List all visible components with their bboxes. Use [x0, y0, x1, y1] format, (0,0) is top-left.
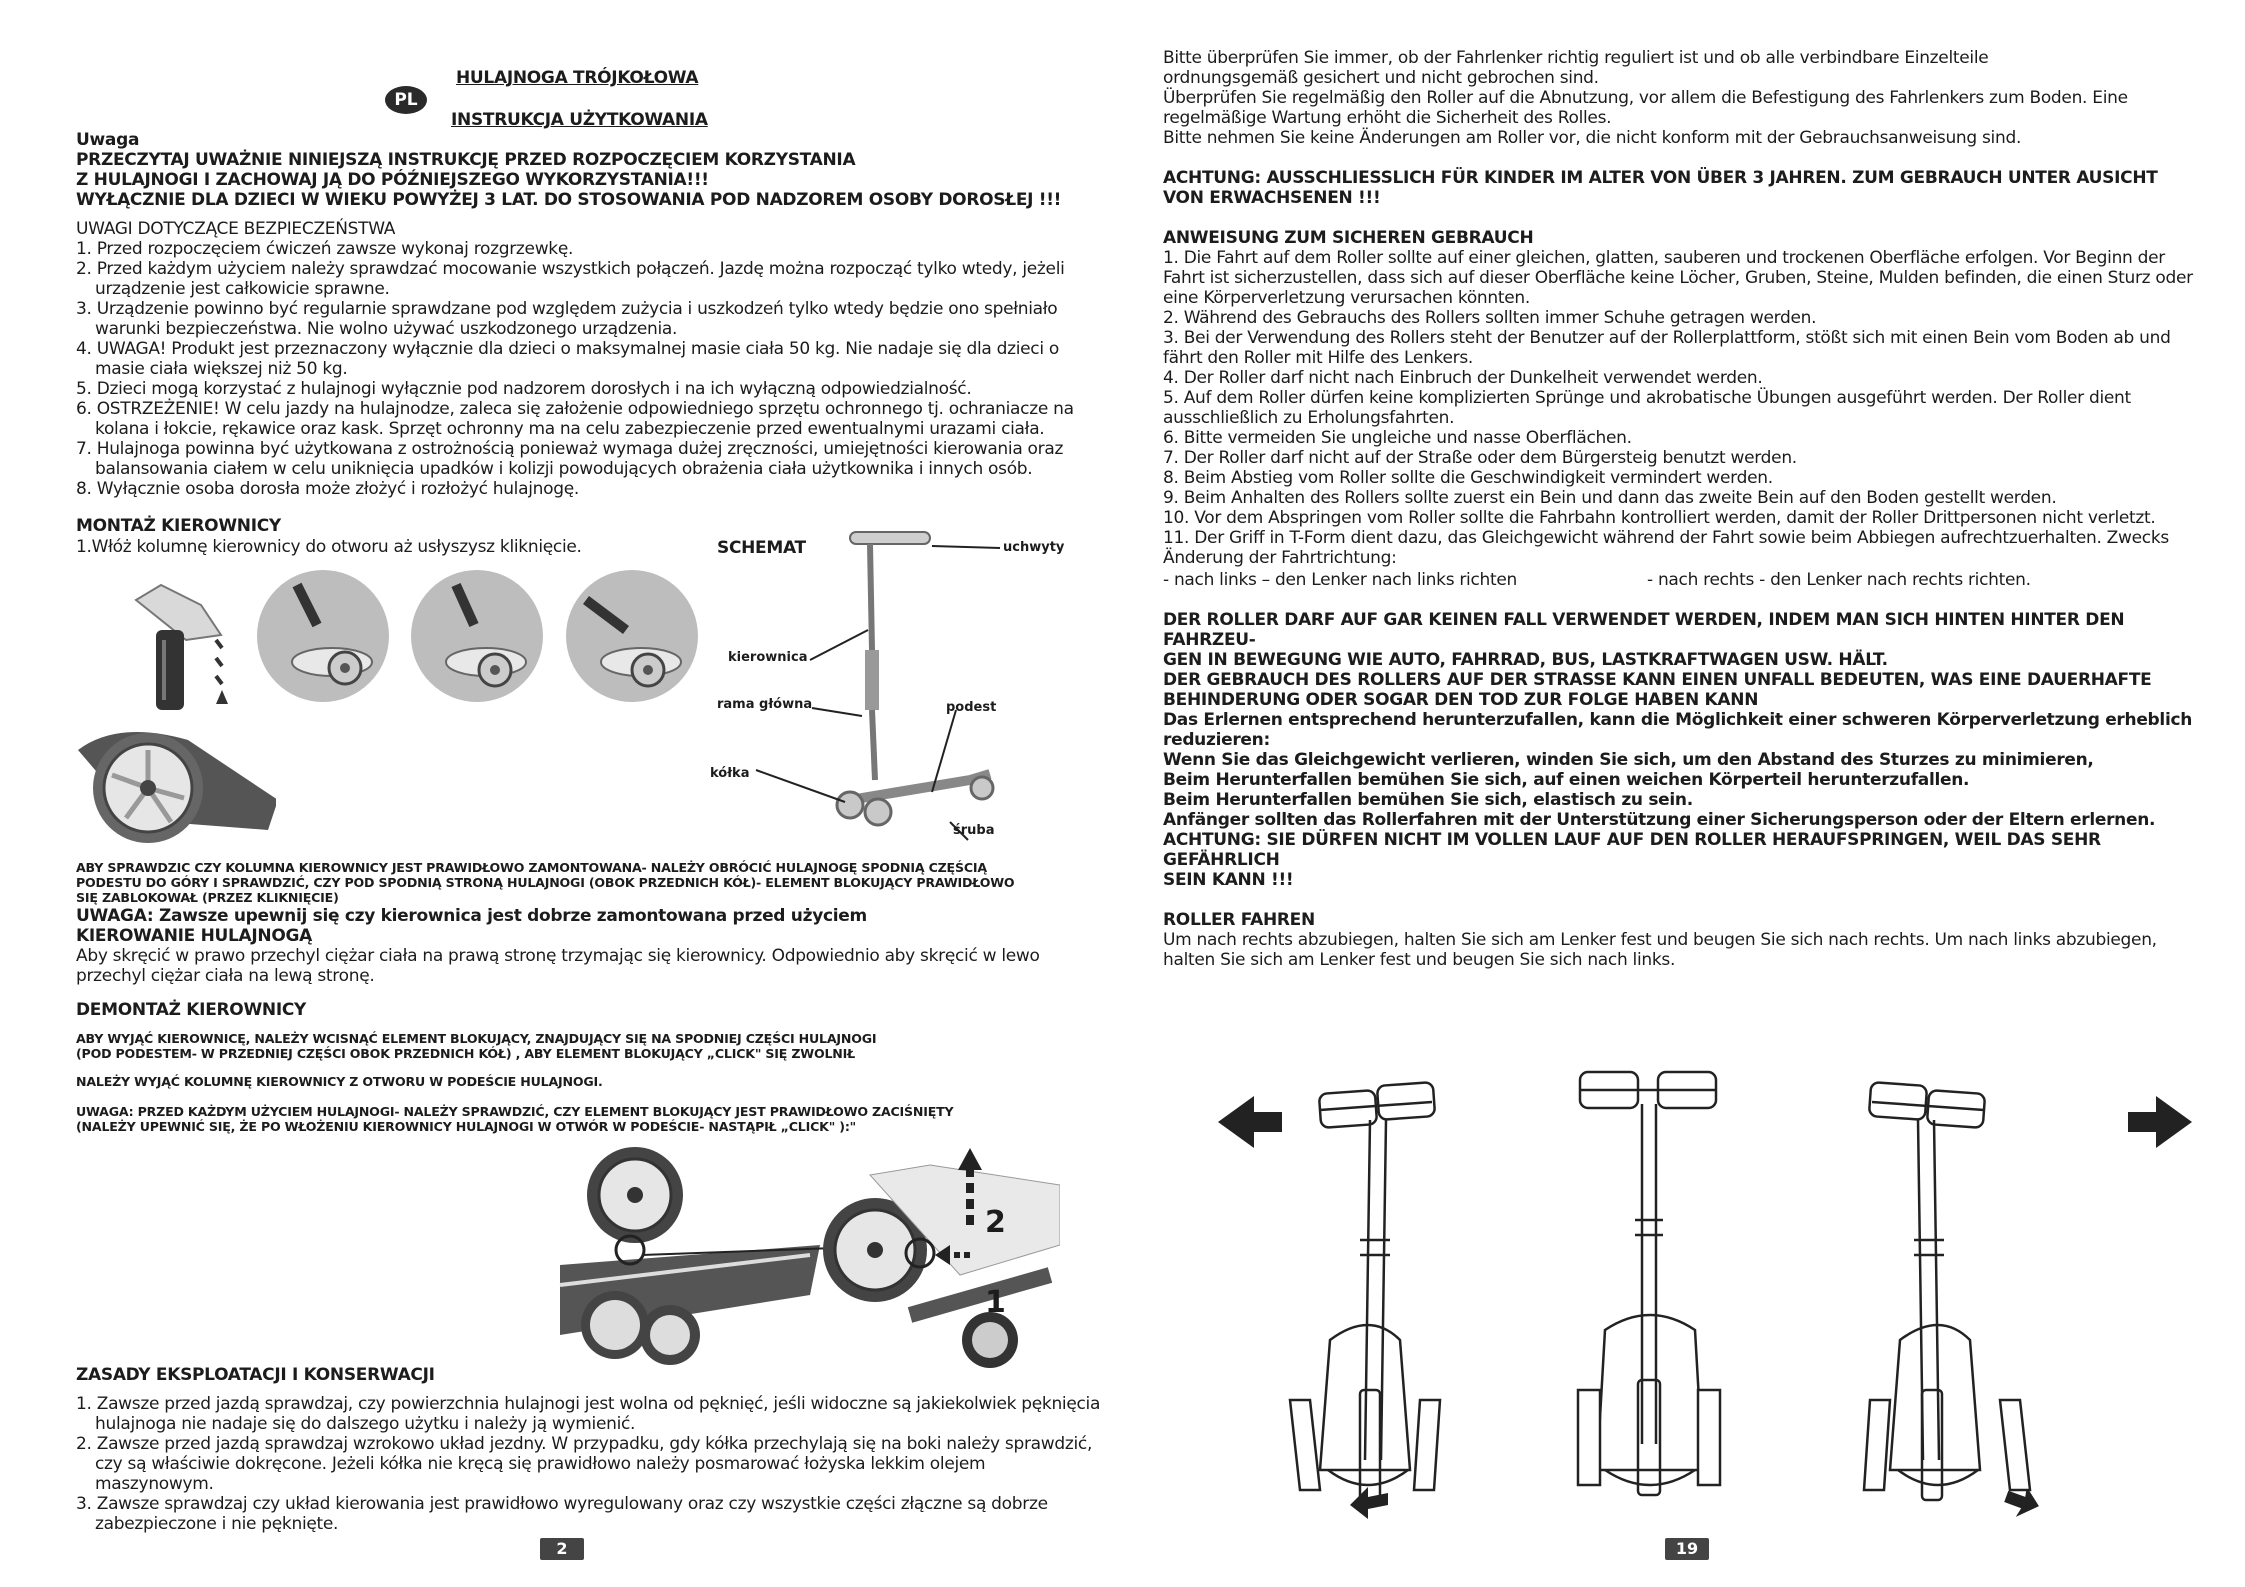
intro-line: ordnungsgemäß gesichert und nicht gebrochen sind. [1163, 68, 1599, 88]
step-circle-1 [257, 570, 389, 702]
check-line: PODESTU DO GÓRY I SPRAWDZIĆ, CZY POD SPODNIĄ STRONĄ HULAJNOGI (OBOK PRZEDNICH KÓŁ)- ELEMENT BLOKUJĄCY PRAWIDŁOWO [76, 875, 1015, 890]
scooter-schematic [700, 520, 1080, 850]
label-kolka: kółka [710, 766, 750, 781]
safety-heading: UWAGI DOTYCZĄCE BEZPIECZEŃSTWA [76, 219, 396, 239]
intro-line: Bitte überprüfen Sie immer, ob der Fahrlenker richtig reguliert ist und ob alle verbindbare Einzelteile [1163, 48, 1989, 68]
demontaz-heading: DEMONTAŻ KIEROWNICY [76, 1000, 307, 1020]
demontaz-line: UWAGA: PRZED KAŻDYM UŻYCIEM HULAJNOGI- NALEŻY SPRAWDZIĆ, CZY ELEMENT BLOKUJĄCY JEST PRAWIDŁOWO ZACIŚNIĘTY [76, 1104, 954, 1119]
right-arrow-icon [2128, 1096, 2192, 1148]
safety-item: 7. Hulajnoga powinna być użytkowana z ostrożnością ponieważ wymaga dużej zręczności, umiejętności kierowania oraz balansowania ciałem w celu uniknięcia upadków i kolizji powodujących obrażenia ciała użytkownika i innych osób. [76, 439, 1064, 479]
scooter-left-turn [1290, 1082, 1440, 1500]
safety-item: 5. Dzieci mogą korzystać z hulajnogi wyłącznie pod nadzorem dorosłych i na ich wyłączną odpowiedzialność. [76, 379, 972, 399]
warning-block [76, 150, 1076, 210]
safety-item: 6. OSTRZEŻENIE! W celu jazdy na hulajnodze, zaleca się założenie odpowiedniego sprzętu ochronnego tj. ochraniacze na kolana i łokcie, rękawice oraz kask. Sprzęt ochronny ma na celu zabezpieczenie przed ewentualnymi urazami ciała. [76, 399, 1074, 439]
falling-line: Beim Herunterfallen bemühen Sie sich, auf einen weichen Körperteil herunterzufallen. [1163, 770, 1970, 790]
intro-line: regelmäßige Wartung erhöht die Sicherheit des Rolles. [1163, 108, 1612, 128]
zasady-heading: ZASADY EKSPLOATACJI I KONSERWACJI [76, 1365, 435, 1385]
demontaz-line-2: NALEŻY WYJĄĆ KOLUMNĘ KIEROWNICY Z OTWORU W PODEŚCIE HULAJNOGI. [76, 1074, 603, 1089]
achtung-age: ACHTUNG: AUSSCHLIESSLICH FÜR KINDER IM ALTER VON ÜBER 3 JAHREN. ZUM GEBRAUCH UNTER AUSICHT VON ERWACHSENEN !!! [1163, 168, 2158, 208]
demontaz-line: ABY WYJĄĆ KIEROWNICĘ, NALEŻY WCISNĄĆ ELEMENT BLOKUJĄCY, ZNAJDUJĄCY SIĘ NA SPODNIEJ CZĘŚCI HULAJNOGI [76, 1031, 877, 1046]
warning-line: Z HULAJNOGI I ZACHOWAJ JĄ DO PÓŹNIEJSZEGO WYKORZYSTANIA!!! [76, 170, 709, 190]
wheel-left-arrow-icon [1350, 1487, 1388, 1519]
falling-advice [1163, 710, 2203, 890]
montaz-step: 1.Włóż kolumnę kierownicy do otworu aż usłyszysz kliknięcie. [76, 537, 582, 557]
anweisung-item: 1. Die Fahrt auf dem Roller sollte auf einer gleichen, glatten, sauberen und trockenen Oberfläche erfolgen. Vor Beginn der Fahrt ist sicherzustellen, dass sich auf dieser Oberfläche keine Löcher, Gruben, Steine, Mulden befinden, die einen Sturz oder eine Körperverletzung verursachen könnten. [1163, 248, 2193, 308]
fahren-line: Um nach rechts abzubiegen, halten Sie sich am Lenker fest und beugen Sie sich nach rechts. Um nach links abzubiegen, [1163, 930, 2157, 950]
anweisung-item: 5. Auf dem Roller dürfen keine komplizierten Sprünge und akrobatische Übungen ausgeführt werden. Der Roller dient ausschließlich zu Erholungsfahrten. [1163, 388, 2131, 428]
demontaz-line: (POD PODESTEM- W PRZEDNIEJ CZĘŚCI OBOK PRZEDNICH KÓŁ) , ABY ELEMENT BLOKUJĄCY „CLICK" SIĘ ZWOLNIŁ [76, 1046, 855, 1061]
road-warning [1163, 610, 2203, 710]
falling-line: Das Erlernen entsprechend herunterzufallen, kann die Möglichkeit einer schweren Körperverletzung erheblich [1163, 710, 2193, 730]
safety-item: 3. Urządzenie powinno być regularnie sprawdzane pod względem zużycia i uszkodzeń tylko wtedy będzie ono spełniało warunki bezpieczeństwa. Nie wolno używać uszkodzonego urządzenia. [76, 299, 1058, 339]
nach-rechts: - nach rechts - den Lenker nach rechts richten. [1647, 570, 2031, 590]
pl-badge: PL [385, 86, 427, 114]
road-warning-line: BEHINDERUNG ODER SOGAR DEN TOD ZUR FOLGE HABEN KANN [1163, 690, 1759, 710]
anweisung-heading: ANWEISUNG ZUM SICHEREN GEBRAUCH [1163, 228, 1534, 248]
intro-line: Überprüfen Sie regelmäßig den Roller auf die Abnutzung, vor allem die Befestigung des Fahrlenkers zum Boden. Eine [1163, 88, 2128, 108]
safety-item: 4. UWAGA! Produkt jest przeznaczony wyłącznie dla dzieci o maksymalnej masie ciała 50 kg. Nie nadaje się dla dzieci o masie ciała większej niż 50 kg. [76, 339, 1059, 379]
zasady-list [76, 1394, 1101, 1534]
falling-line: SEIN KANN !!! [1163, 870, 1294, 890]
check-note [76, 860, 1086, 905]
kierowanie-text: Aby skręcić w prawo przechyl ciężar ciała na prawą stronę trzymając się kierownicy. Odpowiednio aby skręcić w lewo przechyl ciężar ciała na lewą stronę. [76, 946, 1040, 986]
step-circle-2 [411, 570, 543, 702]
title-hulajnoga: HULAJNOGA TRÓJKOŁOWA [456, 68, 699, 88]
kierowanie-heading: KIEROWANIE HULAJNOGĄ [76, 926, 313, 946]
road-warning-line: DER GEBRAUCH DES ROLLERS AUF DER STRASSE KANN EINEN UNFALL BEDEUTEN, WAS EINE DAUERHAFTE [1163, 670, 2152, 690]
anweisung-item: 10. Vor dem Abspringen vom Roller sollte die Fahrbahn kontrolliert werden, damit der Roller Drittpersonen nicht verletzt. [1163, 508, 2156, 528]
intro-block [1163, 48, 2193, 148]
demontaz-line: (NALEŻY UPEWNIĆ SIĘ, ŻE PO WŁOŻENIU KIEROWNICY HULAJNOGI W OTWÓR W PODEŚCIE- NASTĄPIŁ „CLICK" ):" [76, 1119, 857, 1134]
demontaz-warning [76, 1104, 1086, 1134]
label-uchwyty: uchwyty [1003, 540, 1065, 555]
falling-line: Beim Herunterfallen bemühen Sie sich, elastisch zu sein. [1163, 790, 1693, 810]
check-line: ABY SPRAWDZIC CZY KOLUMNA KIEROWNICY JEST PRAWIDŁOWO ZAMONTOWANA- NALEŻY OBRÓCIĆ HULAJNOGĘ SPODNIĄ CZĘŚCIĄ [76, 860, 987, 875]
anweisung-item: 4. Der Roller darf nicht nach Einbruch der Dunkelheit verwendet werden. [1163, 368, 1763, 388]
anweisung-item: 7. Der Roller darf nicht auf der Straße oder dem Bürgersteig benutzt werden. [1163, 448, 1797, 468]
falling-line: ACHTUNG: SIE DÜRFEN NICHT IM VOLLEN LAUF AUF DEN ROLLER HERAUFSPRINGEN, WEIL DAS SEHR GEFÄHRLICH [1163, 830, 2101, 870]
page-number-right: 19 [1665, 1538, 1709, 1560]
step-number-1: 1 [985, 1285, 1006, 1320]
anweisung-item: 3. Bei der Verwendung des Rollers steht der Benutzer auf der Rollerplattform, stößt sich mit einen Bein vom Boden ab und fährt den Roller mit Hilfe des Lenkers. [1163, 328, 2171, 368]
uwaga-mount: UWAGA: Zawsze upewnij się czy kierownica jest dobrze zamontowana przed użyciem [76, 906, 867, 926]
falling-line: Anfänger sollten das Rollerfahren mit der Unterstützung einer Sicherungsperson oder der Eltern erlernen. [1163, 810, 2156, 830]
label-podest: podest [946, 700, 997, 715]
zasady-item: 3. Zawsze sprawdzaj czy układ kierowania jest prawidłowo wyregulowany oraz czy wszystkie części złączne są dobrze zabezpieczone i nie pęknięte. [76, 1494, 1048, 1534]
safety-item: 1. Przed rozpoczęciem ćwiczeń zawsze wykonaj rozgrzewkę. [76, 239, 574, 259]
handle-insert-illustration [76, 560, 276, 850]
safety-list [76, 239, 1091, 499]
safety-item: 8. Wyłącznie osoba dorosła może złożyć i rozłożyć hulajnogę. [76, 479, 579, 499]
anweisung-item: 8. Beim Abstieg vom Roller sollte die Geschwindigkeit vermindert werden. [1163, 468, 1773, 488]
falling-line: Wenn Sie das Gleichgewicht verlieren, winden Sie sich, um den Abstand des Sturzes zu minimieren, [1163, 750, 2094, 770]
anweisung-item: 9. Beim Anhalten des Rollers sollte zuerst ein Bein und dann das zweite Bein auf den Boden gestellt werden. [1163, 488, 2057, 508]
safety-item: 2. Przed każdym użyciem należy sprawdzać mocowanie wszystkich połączeń. Jazdę można rozpocząć tylko wtedy, jeżeli urządzenie jest całkowicie sprawne. [76, 259, 1065, 299]
check-line: SIĘ ZABLOKOWAŁ (PRZEZ KLIKNIĘCIE) [76, 890, 339, 905]
label-kierownica: kierownica [728, 650, 808, 665]
nach-links: - nach links – den Lenker nach links richten [1163, 570, 1517, 590]
montaz-heading: MONTAŻ KIEROWNICY [76, 516, 281, 536]
fahren-heading: ROLLER FAHREN [1163, 910, 1315, 930]
demontaz-note [76, 1031, 1086, 1061]
warning-line: PRZECZYTAJ UWAŻNIE NINIEJSZĄ INSTRUKCJĘ PRZED ROZPOCZĘCIEM KORZYSTANIA [76, 150, 856, 170]
anweisung-item: 6. Bitte vermeiden Sie ungleiche und nasse Oberflächen. [1163, 428, 1632, 448]
fahren-line: halten Sie sich am Lenker fest und beugen Sie sich nach links. [1163, 950, 1676, 970]
steering-illustration [1210, 1040, 2200, 1530]
label-rama: rama główna [717, 697, 813, 712]
title-instrukcja: INSTRUKCJA UŻYTKOWANIA [451, 110, 708, 130]
anweisung-list [1163, 248, 2193, 568]
scooter-detail-icon [257, 570, 389, 702]
label-sruba: śruba [953, 823, 995, 838]
warning-line: WYŁĄCZNIE DLA DZIECI W WIEKU POWYŻEJ 3 LAT. DO STOSOWANIA POD NADZOREM OSOBY DOROSŁEJ !!! [76, 190, 1062, 210]
road-warning-line: DER ROLLER DARF AUF GAR KEINEN FALL VERWENDET WERDEN, INDEM MAN SICH HINTEN HINTER DEN FAHRZEU- [1163, 610, 2125, 650]
fahren-text [1163, 930, 2203, 970]
scooter-straight [1578, 1072, 1720, 1495]
uwaga-label: Uwaga [76, 130, 140, 150]
step-circle-3 [566, 570, 698, 702]
removal-illustration [540, 1135, 1060, 1375]
anweisung-item: 11. Der Griff in T-Form dient dazu, das Gleichgewicht während der Fahrt sowie beim Abbiegen aufrechtzuerhalten. Zwecks Änderung der Fahrtrichtung: [1163, 528, 2169, 568]
anweisung-item: 2. Während des Gebrauchs des Rollers sollten immer Schuhe getragen werden. [1163, 308, 1817, 328]
falling-line: reduzieren: [1163, 730, 1270, 750]
scooter-detail-icon [411, 570, 543, 702]
left-arrow-icon [1218, 1096, 1282, 1148]
page-number-left: 2 [540, 1538, 584, 1560]
scooter-right-turn [1864, 1082, 2030, 1500]
intro-line: Bitte nehmen Sie keine Änderungen am Roller vor, die nicht konform mit der Gebrauchsanweisung sind. [1163, 128, 2022, 148]
zasady-item: 2. Zawsze przed jazdą sprawdzaj wzrokowo układ jezdny. W przypadku, gdy kółka przechylają się na boki należy sprawdzić, czy są właściwie dokręcone. Jeżeli kółka nie kręcą się prawidłowo należy posmarować łożyska lekkim olejem maszynowym. [76, 1434, 1093, 1494]
scooter-detail-icon [566, 570, 698, 702]
zasady-item: 1. Zawsze przed jazdą sprawdzaj, czy powierzchnia hulajnogi jest wolna od pęknięć, jeśli widoczne są jakiekolwiek pęknięcia hulajnoga nie nadaje się do dalszego użytku i należy ją wymienić. [76, 1394, 1101, 1434]
schemat-title: SCHEMAT [717, 538, 806, 558]
road-warning-line: GEN IN BEWEGUNG WIE AUTO, FAHRRAD, BUS, LASTKRAFTWAGEN USW. HÄLT. [1163, 650, 1888, 670]
step-number-2: 2 [985, 1205, 1006, 1240]
